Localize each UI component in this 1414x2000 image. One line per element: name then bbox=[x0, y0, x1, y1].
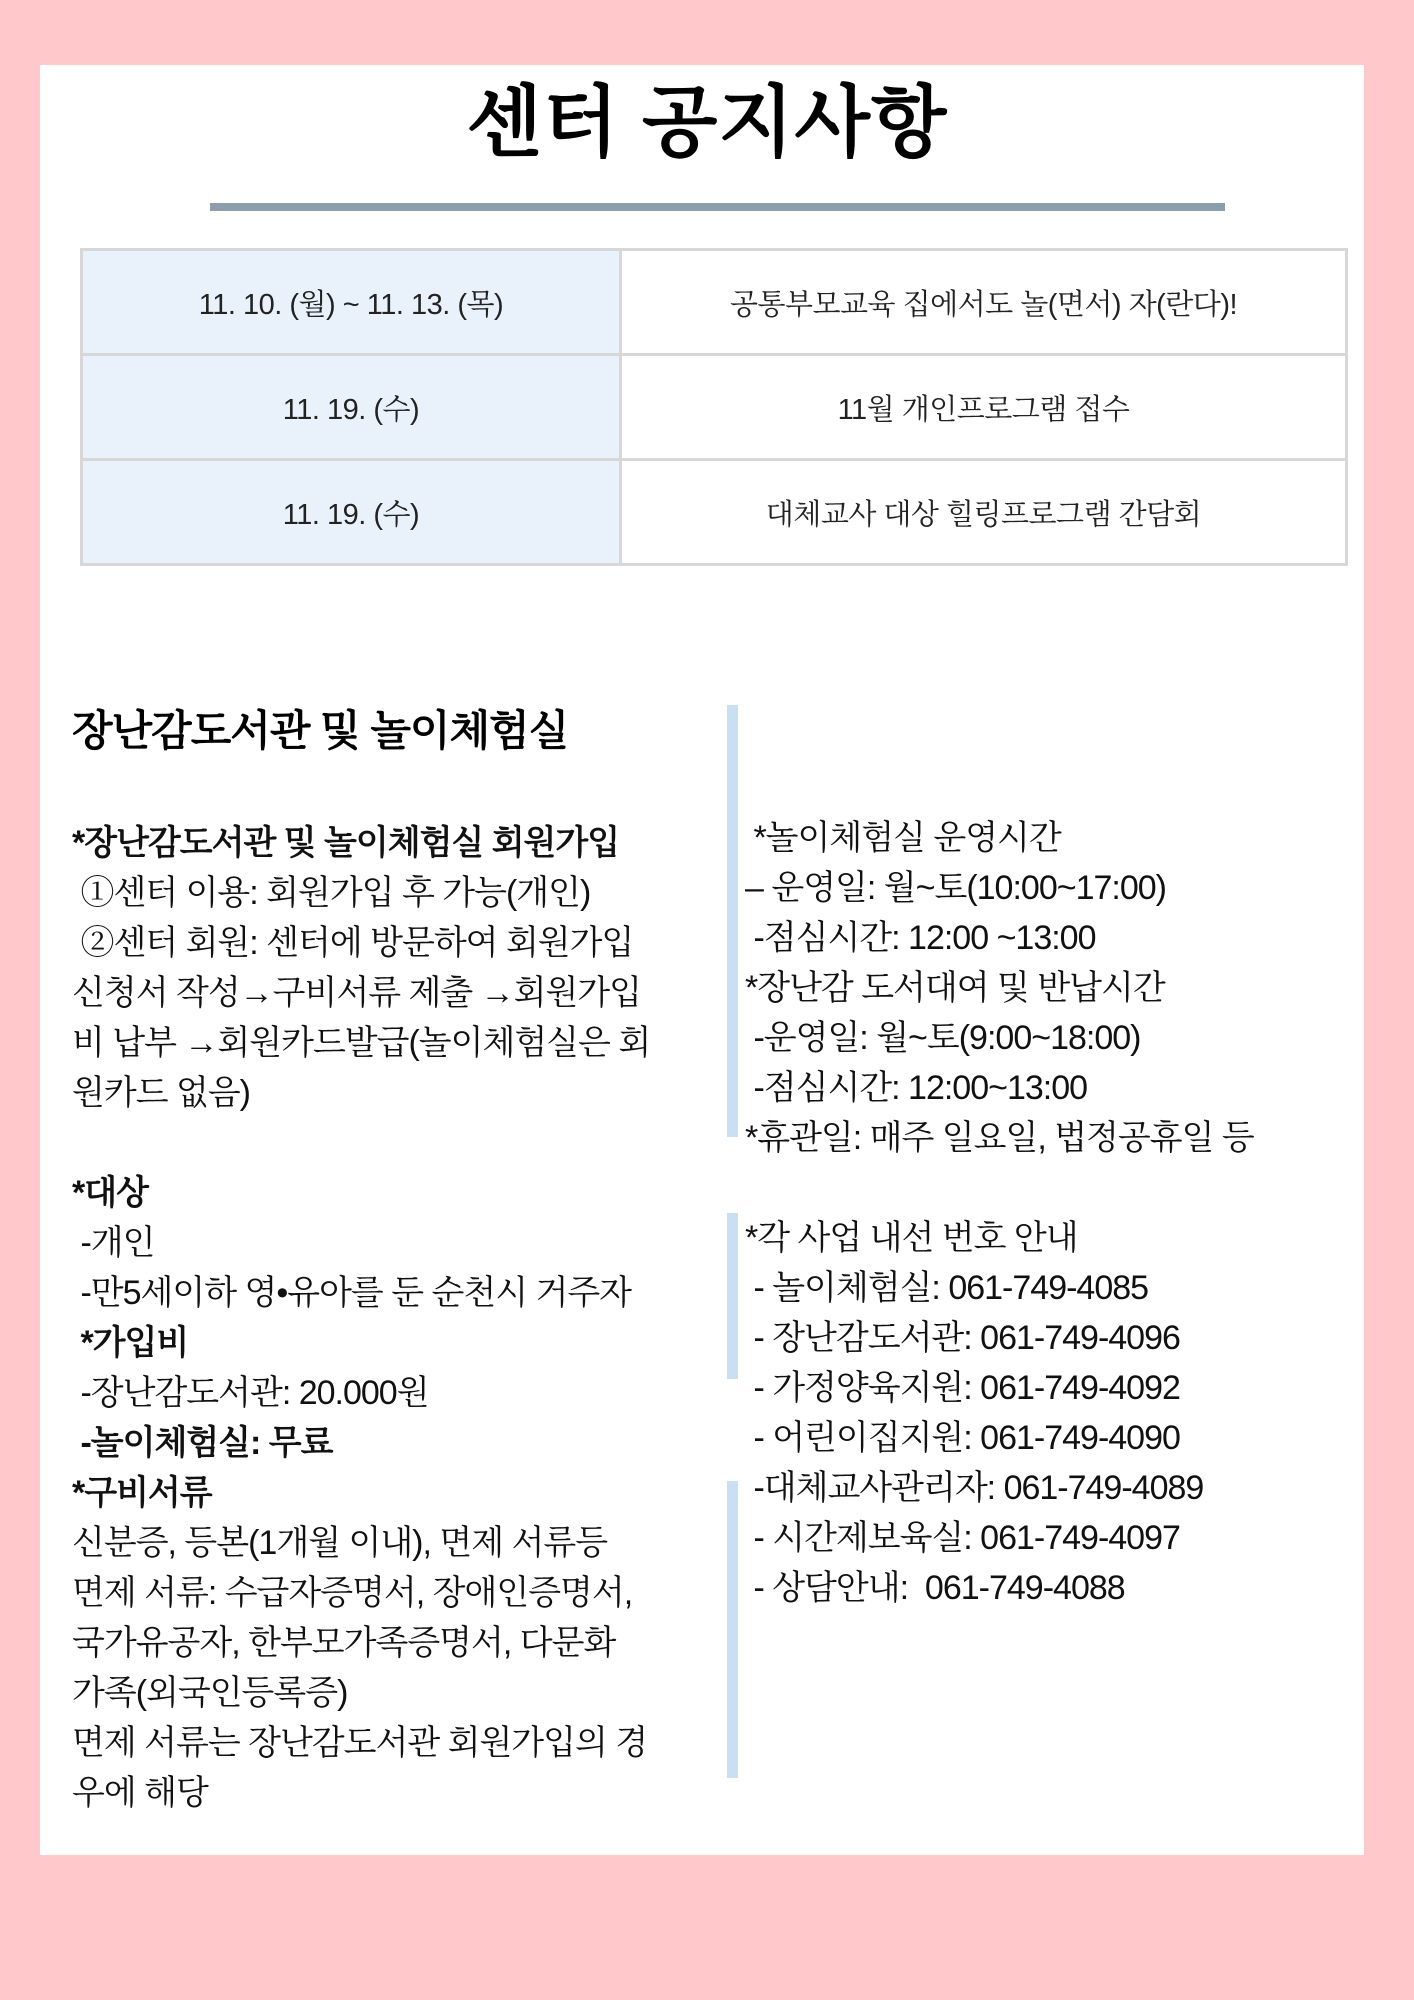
text-line: *휴관일: 매주 일요일, 법정공휴일 등 bbox=[745, 1119, 1254, 1157]
text-line: ①센터 이용: 회원가입 후 가능(개인) bbox=[72, 874, 591, 912]
phone-line: - 어린이집지원: 061-749-4090 bbox=[745, 1419, 1180, 1457]
phone-line: - 가정양육지원: 061-749-4092 bbox=[745, 1369, 1180, 1407]
text-line: -운영일: 월~토(9:00~18:00) bbox=[745, 1019, 1141, 1057]
text-line: -점심시간: 12:00~13:00 bbox=[745, 1069, 1088, 1107]
column-divider bbox=[727, 705, 738, 1137]
text-line: 신분증, 등본(1개월 이내), 면제 서류등 bbox=[72, 1524, 608, 1562]
text-line: ②센터 회원: 센터에 방문하여 회원가입 bbox=[72, 924, 634, 962]
text-line: 면제 서류는 장난감도서관 회원가입의 경 bbox=[72, 1724, 648, 1762]
text-line: 신청서 작성→구비서류 제출 →회원가입 bbox=[72, 974, 641, 1012]
text-line: 면제 서류: 수급자증명서, 장애인증명서, bbox=[72, 1574, 633, 1612]
text-line: *구비서류 bbox=[72, 1474, 212, 1512]
table-row bbox=[82, 460, 1347, 565]
text-line: *가입비 bbox=[72, 1324, 189, 1362]
text-line: *장난감 도서대여 및 반납시간 bbox=[745, 969, 1165, 1007]
phone-line: - 장난감도서관: 061-749-4096 bbox=[745, 1319, 1180, 1357]
text-line: -개인 bbox=[72, 1224, 155, 1262]
hours-contact-column bbox=[745, 813, 1357, 1613]
text-line: *대상 bbox=[72, 1174, 148, 1212]
text-line: 우에 해당 bbox=[72, 1774, 208, 1812]
text-line: 국가유공자, 한부모가족증명서, 다문화 bbox=[72, 1624, 616, 1662]
schedule-date: 11. 19. (수) bbox=[82, 460, 621, 565]
text-line: – 운영일: 월~토(10:00~17:00) bbox=[745, 869, 1166, 907]
blank-line bbox=[745, 1163, 1357, 1213]
title-underline bbox=[210, 203, 1225, 211]
text-line: -놀이체험실: 무료 bbox=[72, 1424, 333, 1462]
table-row bbox=[82, 355, 1347, 460]
phone-line: - 놀이체험실: 061-749-4085 bbox=[745, 1269, 1149, 1307]
column-divider bbox=[727, 1213, 738, 1379]
text-line: *놀이체험실 운영시간 bbox=[745, 819, 1061, 857]
schedule-date: 11. 10. (월) ~ 11. 13. (목) bbox=[82, 250, 621, 355]
blank-line bbox=[72, 1118, 720, 1168]
text-line: *각 사업 내선 번호 안내 bbox=[745, 1219, 1078, 1257]
text-line: 원카드 없음) bbox=[72, 1074, 250, 1112]
table-row bbox=[82, 250, 1347, 355]
text-line: -점심시간: 12:00 ~13:00 bbox=[745, 919, 1096, 957]
text-line: -만5세이하 영•유아를 둔 순천시 거주자 bbox=[72, 1274, 632, 1312]
schedule-event: 11월 개인프로그램 접수 bbox=[621, 355, 1347, 460]
text-line: -장난감도서관: 20.000원 bbox=[72, 1374, 429, 1412]
page-title: 센터 공지사항 bbox=[466, 78, 948, 166]
phone-line: - 상담안내: 061-749-4088 bbox=[745, 1569, 1125, 1607]
schedule-table bbox=[80, 248, 1348, 566]
phone-line: -대체교사관리자: 061-749-4089 bbox=[745, 1469, 1204, 1507]
text-line: 가족(외국인등록증) bbox=[72, 1674, 348, 1712]
schedule-event: 대체교사 대상 힐링프로그램 간담회 bbox=[621, 460, 1347, 565]
membership-info-column bbox=[72, 818, 720, 1818]
schedule-date: 11. 19. (수) bbox=[82, 355, 621, 460]
schedule-event: 공통부모교육 집에서도 놀(면서) 자(란다)! bbox=[621, 250, 1347, 355]
section-heading: 장난감도서관 및 놀이체험실 bbox=[72, 707, 569, 754]
phone-line: - 시간제보육실: 061-749-4097 bbox=[745, 1519, 1180, 1557]
column-divider bbox=[727, 1481, 738, 1778]
text-line: 비 납부 →회원카드발급(놀이체험실은 회 bbox=[72, 1024, 651, 1062]
text-line: *장난감도서관 및 놀이체험실 회원가입 bbox=[72, 824, 620, 862]
